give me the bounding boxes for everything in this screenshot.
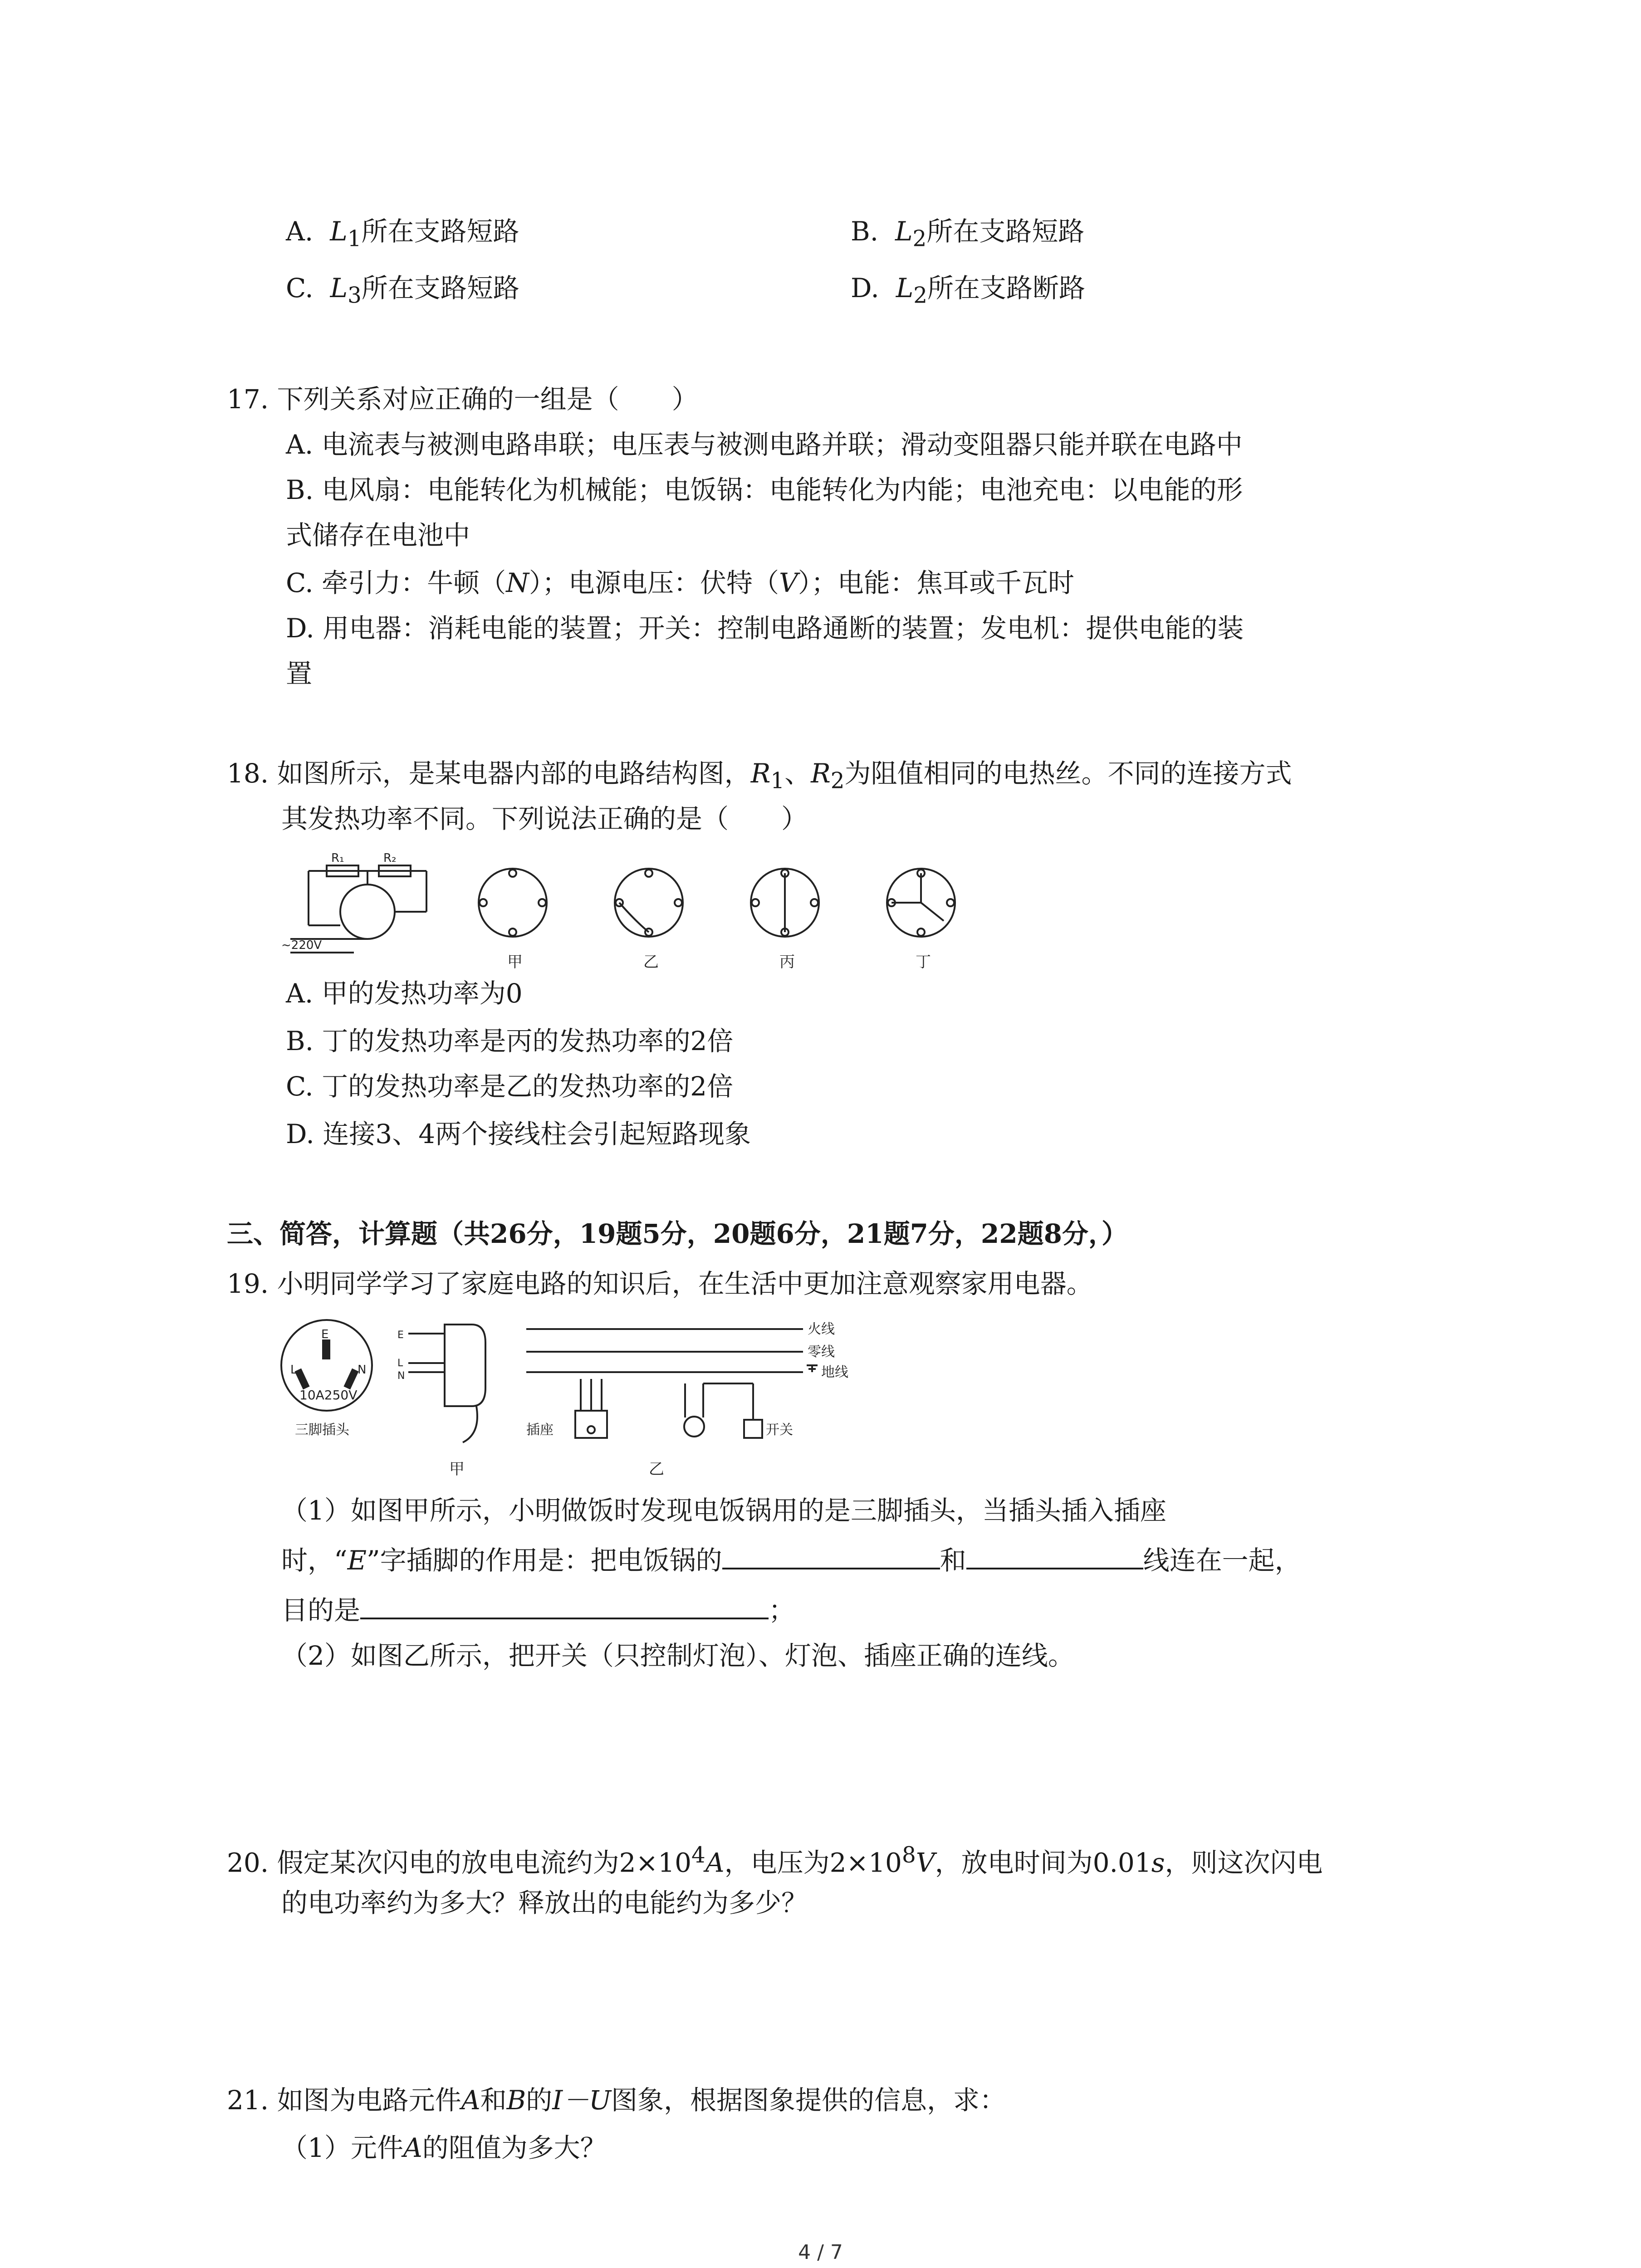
q17-option-b: B. 电风扇：电能转化为机械能；电饭锅：电能转化为内能；电池充电：以电能的形 <box>286 474 1243 505</box>
q19-part1-line3: 目的是 ； <box>281 1595 795 1626</box>
q19-part2: （2）如图乙所示，把开关（只控制灯泡）、灯泡、插座正确的连线。 <box>281 1640 1074 1671</box>
fig-socket-label: 插座 <box>526 1422 554 1438</box>
fig-plug-label: 三脚插头 <box>295 1422 349 1438</box>
q19-stem: 19. 小明同学学习了家庭电路的知识后，在生活中更加注意观察家用电器。 <box>227 1268 1093 1299</box>
q21-part1: （1）元件A的阻值为多大？ <box>281 2132 607 2163</box>
fig-jia-label: 甲 <box>449 1460 465 1478</box>
q18-stem: 18. 如图所示，是某电器内部的电路结构图，$R_1$、$R_2$为阻值相同的电热丝。不同的连接方式 <box>227 758 1292 794</box>
q21-line1: 21. 如图为电路元件A和B的I－U图象，根据图象提供的信息，求： <box>227 2085 1006 2116</box>
fig-label-yi: 乙 <box>643 953 659 971</box>
q19-figure <box>272 1315 880 1488</box>
answer-blank-2[interactable] <box>966 1545 1143 1569</box>
q17-option-b-cont: 式储存在电池中 <box>286 520 470 551</box>
q19-part1-line1: （1）如图甲所示，小明做饭时发现电饭锅用的是三脚插头，当插头插入插座 <box>281 1495 1166 1526</box>
q18-option-d: D. 连接3、4两个接线柱会引起短路现象 <box>286 1119 751 1149</box>
q16-option-a: A. $L_1$所在支路短路 <box>286 216 519 252</box>
fig-r1-label: R₁ <box>331 851 344 865</box>
fig-neutral: 零线 <box>808 1344 835 1360</box>
section-title: 三、简答，计算题（共26分，19题5分，20题6分，21题7分，22题8分，） <box>227 1218 1128 1249</box>
q17-option-c: C. 牵引力：牛顿（N）；电源电压：伏特（V）；电能：焦耳或千瓦时 <box>286 567 1074 598</box>
fig-live: 火线 <box>808 1321 835 1337</box>
q17-option-d: D. 用电器：消耗电能的装置；开关：控制电路通断的装置；发电机：提供电能的装 <box>286 613 1244 644</box>
answer-blank-1[interactable] <box>722 1545 940 1569</box>
q20-line1: 20. 假定某次闪电的放电电流约为$2\times 10^4A$，电压为$2\times 10^8V$，放电时间为0.01s，则这次闪电 <box>227 1843 1323 1878</box>
fig-label-jia: 甲 <box>507 953 523 971</box>
q18-circuit-figure <box>281 848 1016 971</box>
fig-rating: 10A250V <box>299 1388 358 1403</box>
fig-label-bing: 丙 <box>779 953 795 971</box>
svg-text:L: L <box>397 1358 403 1369</box>
q16-option-b: B. $L_2$所在支路短路 <box>851 216 1085 252</box>
answer-blank-3[interactable] <box>360 1595 769 1619</box>
q18-option-c: C. 丁的发热功率是乙的发热功率的2倍 <box>286 1071 734 1102</box>
fig-switch-label: 开关 <box>766 1422 793 1438</box>
q16-option-c: C. $L_3$所在支路短路 <box>286 273 519 308</box>
svg-text:L: L <box>290 1363 297 1377</box>
svg-text:N: N <box>358 1363 367 1377</box>
q19-part1-line2: 时，“E”字插脚的作用是：把电饭锅的 和 线连在一起， <box>281 1545 1301 1576</box>
fig-ground: 地线 <box>821 1364 848 1380</box>
q20-line2: 的电功率约为多大？释放出的电能约为多少？ <box>281 1887 808 1918</box>
q17-option-a: A. 电流表与被测电路串联；电压表与被测电路并联；滑动变阻器只能并联在电路中 <box>286 429 1243 460</box>
q18-option-b: B. 丁的发热功率是丙的发热功率的2倍 <box>286 1026 734 1056</box>
svg-text:N: N <box>397 1370 405 1382</box>
q18-stem-cont: 其发热功率不同。下列说法正确的是（ ） <box>281 803 808 834</box>
q17-option-d-cont: 置 <box>286 658 313 689</box>
svg-text:E: E <box>397 1330 404 1341</box>
fig-yi-label: 乙 <box>649 1460 664 1478</box>
q17-stem: 17. 下列关系对应正确的一组是（ ） <box>227 384 698 415</box>
q18-option-a: A. 甲的发热功率为0 <box>286 978 523 1009</box>
page-number: 4 / 7 <box>798 2241 843 2264</box>
fig-r2-label: R₂ <box>383 851 397 865</box>
svg-text:E: E <box>321 1328 329 1341</box>
q16-option-d: D. $L_2$所在支路断路 <box>851 273 1086 308</box>
fig-voltage-label: ~220V <box>281 938 322 952</box>
fig-label-ding: 丁 <box>916 953 931 971</box>
